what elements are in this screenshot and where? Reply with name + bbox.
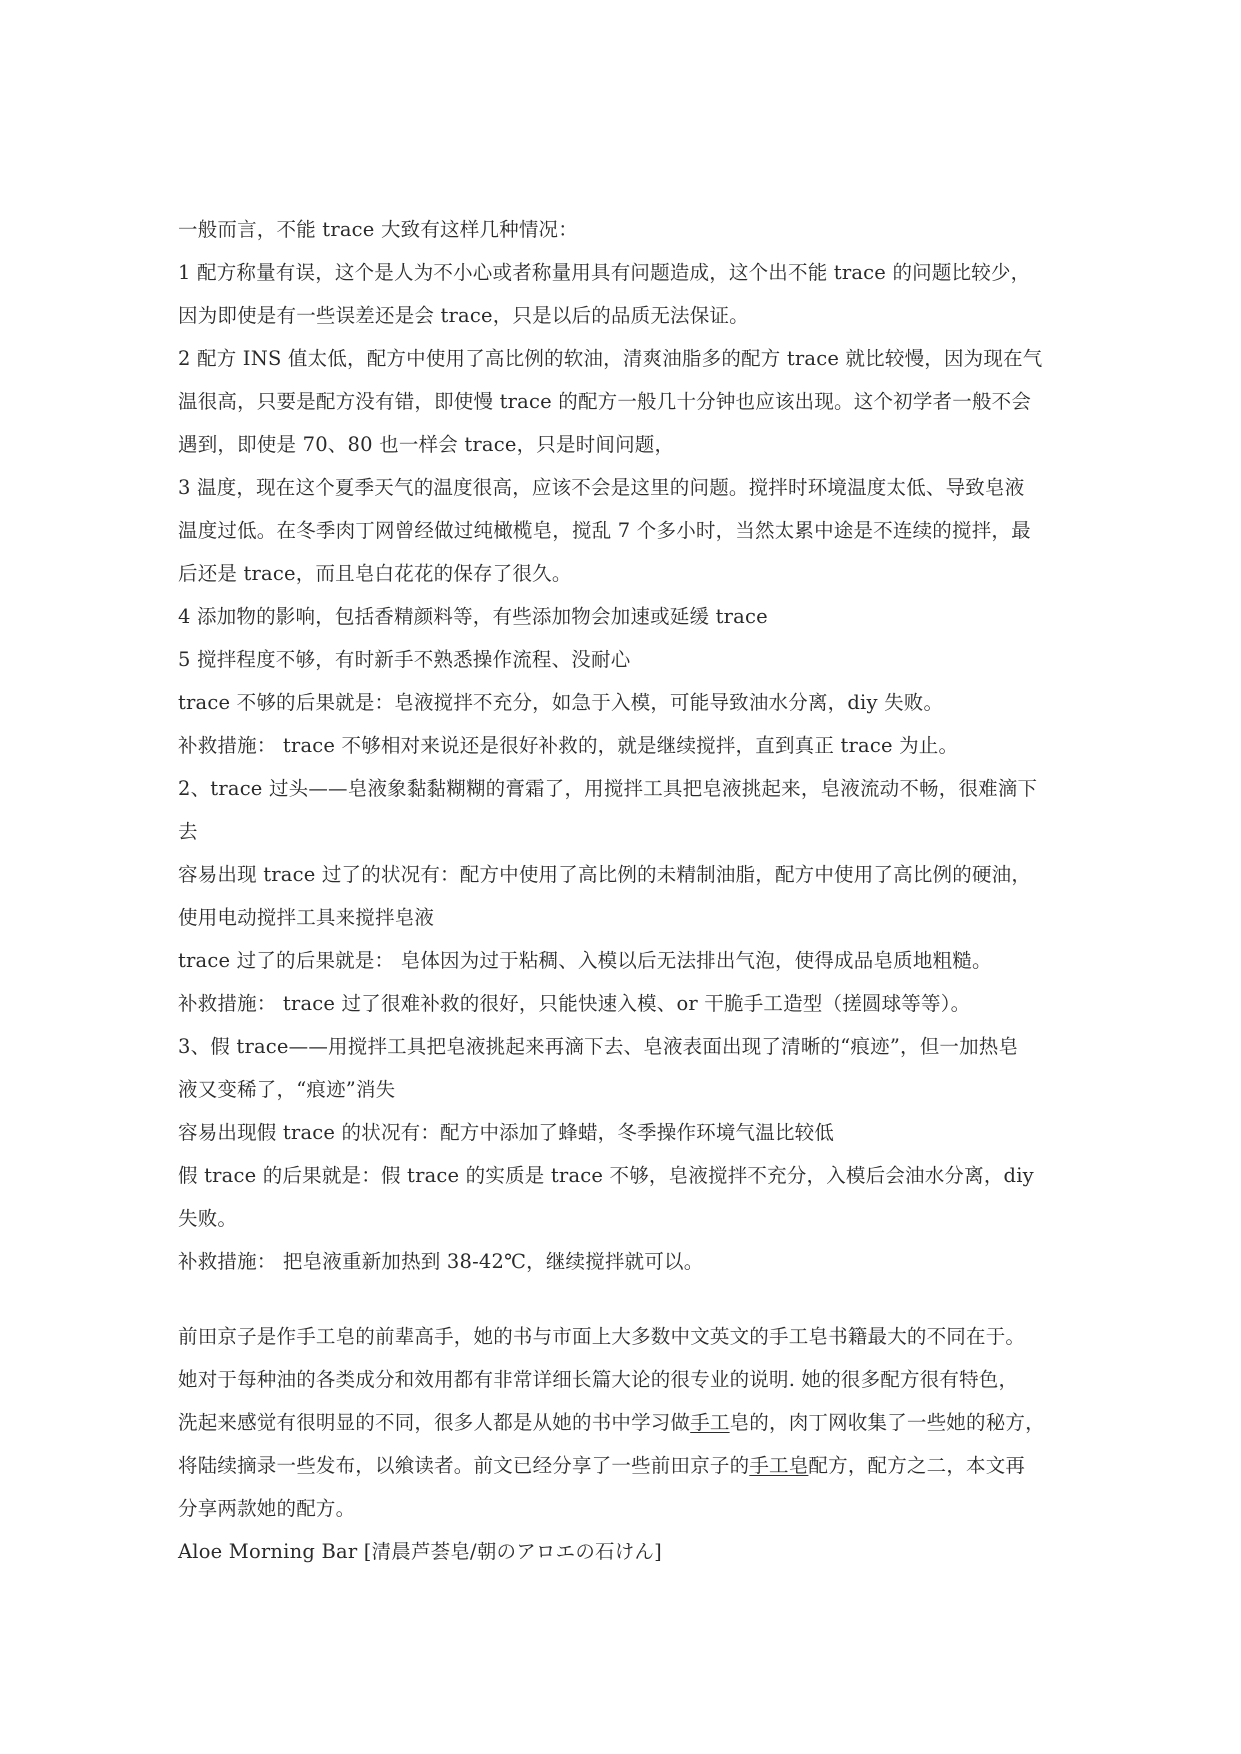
paragraph-line: 补救措施： 把皂液重新加热到 38-42℃，继续搅拌就可以。 [178, 1250, 704, 1273]
paragraph-line: 补救措施： trace 不够相对来说还是很好补救的，就是继续搅拌，直到真正 trace 为止。 [178, 734, 959, 757]
paragraph-line: 3 温度，现在这个夏季天气的温度很高，应该不会是这里的问题。搅拌时环境温度太低、导致皂液 [178, 476, 1025, 499]
paragraph-line: 她对于每种油的各类成分和效用都有非常详细长篇大论的很专业的说明. 她的很多配方很有特色， [178, 1368, 1019, 1391]
handmade-soap-link[interactable]: 手工皂 [749, 1454, 809, 1477]
paragraph-line: 3、假 trace——用搅拌工具把皂液挑起来再滴下去、皂液表面出现了清晰的“痕迹”，但一加热皂 [178, 1035, 1019, 1058]
paragraph-line: 2、trace 过头——皂液象黏黏糊糊的膏霜了，用搅拌工具把皂液挑起来，皂液流动不畅，很难滴下 [178, 777, 1038, 800]
paragraph-line: 补救措施： trace 过了很难补救的很好，只能快速入模、or 干脆手工造型（搓圆球等等）。 [178, 992, 971, 1015]
handmade-link[interactable]: 手工 [690, 1411, 730, 1434]
paragraph-line: 温度过低。在冬季肉丁网曾经做过纯橄榄皂，搅乱 7 个多小时，当然太累中途是不连续的搅拌，最 [178, 519, 1031, 542]
text-run: 将陆续摘录一些发布，以飨读者。前文已经分享了一些前田京子的 [178, 1454, 750, 1477]
recipe-title: Aloe Morning Bar [清晨芦荟皂/朝のアロエの石けん] [178, 1540, 662, 1563]
paragraph-line: 一般而言，不能 trace 大致有这样几种情况： [178, 218, 578, 241]
trace-problems-section [178, 208, 1098, 1283]
paragraph-line: 5 搅拌程度不够，有时新手不熟悉操作流程、没耐心 [178, 648, 631, 671]
paragraph-line: 4 添加物的影响，包括香精颜料等，有些添加物会加速或延缓 trace [178, 605, 768, 628]
text-run: 皂的，肉丁网收集了一些她的秘方， [729, 1411, 1045, 1434]
paragraph-line: 1 配方称量有误，这个是人为不小心或者称量用具有问题造成，这个出不能 trace 的问题比较少， [178, 261, 1031, 284]
paragraph-line: 失败。 [178, 1207, 238, 1230]
paragraph-line: 后还是 trace，而且皂白花花的保存了很久。 [178, 562, 572, 585]
paragraph-line: 前田京子是作手工皂的前辈高手，她的书与市面上大多数中文英文的手工皂书籍最大的不同在于。 [178, 1325, 1026, 1348]
paragraph-line: 容易出现假 trace 的状况有：配方中添加了蜂蜡，冬季操作环境气温比较低 [178, 1121, 835, 1144]
paragraph-line: 因为即使是有一些误差还是会 trace，只是以后的品质无法保证。 [178, 304, 749, 327]
paragraph-line: 温很高，只要是配方没有错，即使慢 trace 的配方一般几十分钟也应该出现。这个初学者一般不会 [178, 390, 1032, 413]
paragraph-line: 使用电动搅拌工具来搅拌皂液 [178, 906, 435, 929]
paragraph-line: 遇到，即使是 70、80 也一样会 trace，只是时间问题， [178, 433, 675, 456]
paragraph-line: trace 过了的后果就是： 皂体因为过于粘稠、入模以后无法排出气泡，使得成品皂质地粗糙。 [178, 949, 992, 972]
paragraph-line: 假 trace 的后果就是：假 trace 的实质是 trace 不够，皂液搅拌不充分，入模后会油水分离，diy [178, 1164, 1034, 1187]
maeda-kyoko-section [178, 1315, 1098, 1573]
section-spacer [178, 1283, 1098, 1315]
paragraph-line: trace 不够的后果就是：皂液搅拌不充分，如急于入模，可能导致油水分离，diy 失败。 [178, 691, 944, 714]
text-run: 洗起来感觉有很明显的不同，很多人都是从她的书中学习做 [178, 1411, 691, 1434]
text-run: 配方，配方之二，本文再 [808, 1454, 1026, 1477]
paragraph-line: 分享两款她的配方。 [178, 1497, 356, 1520]
paragraph-line: 去 [178, 820, 198, 843]
paragraph-line: 容易出现 trace 过了的状况有：配方中使用了高比例的未精制油脂，配方中使用了高比例的硬油， [178, 863, 1032, 886]
paragraph-line: 液又变稀了，“痕迹”消失 [178, 1078, 396, 1101]
document-body [178, 208, 1098, 1573]
paragraph-line: 2 配方 INS 值太低，配方中使用了高比例的软油，清爽油脂多的配方 trace 就比较慢，因为现在气 [178, 347, 1043, 370]
paragraph-line [178, 1444, 1098, 1487]
paragraph-line [178, 1401, 1098, 1444]
